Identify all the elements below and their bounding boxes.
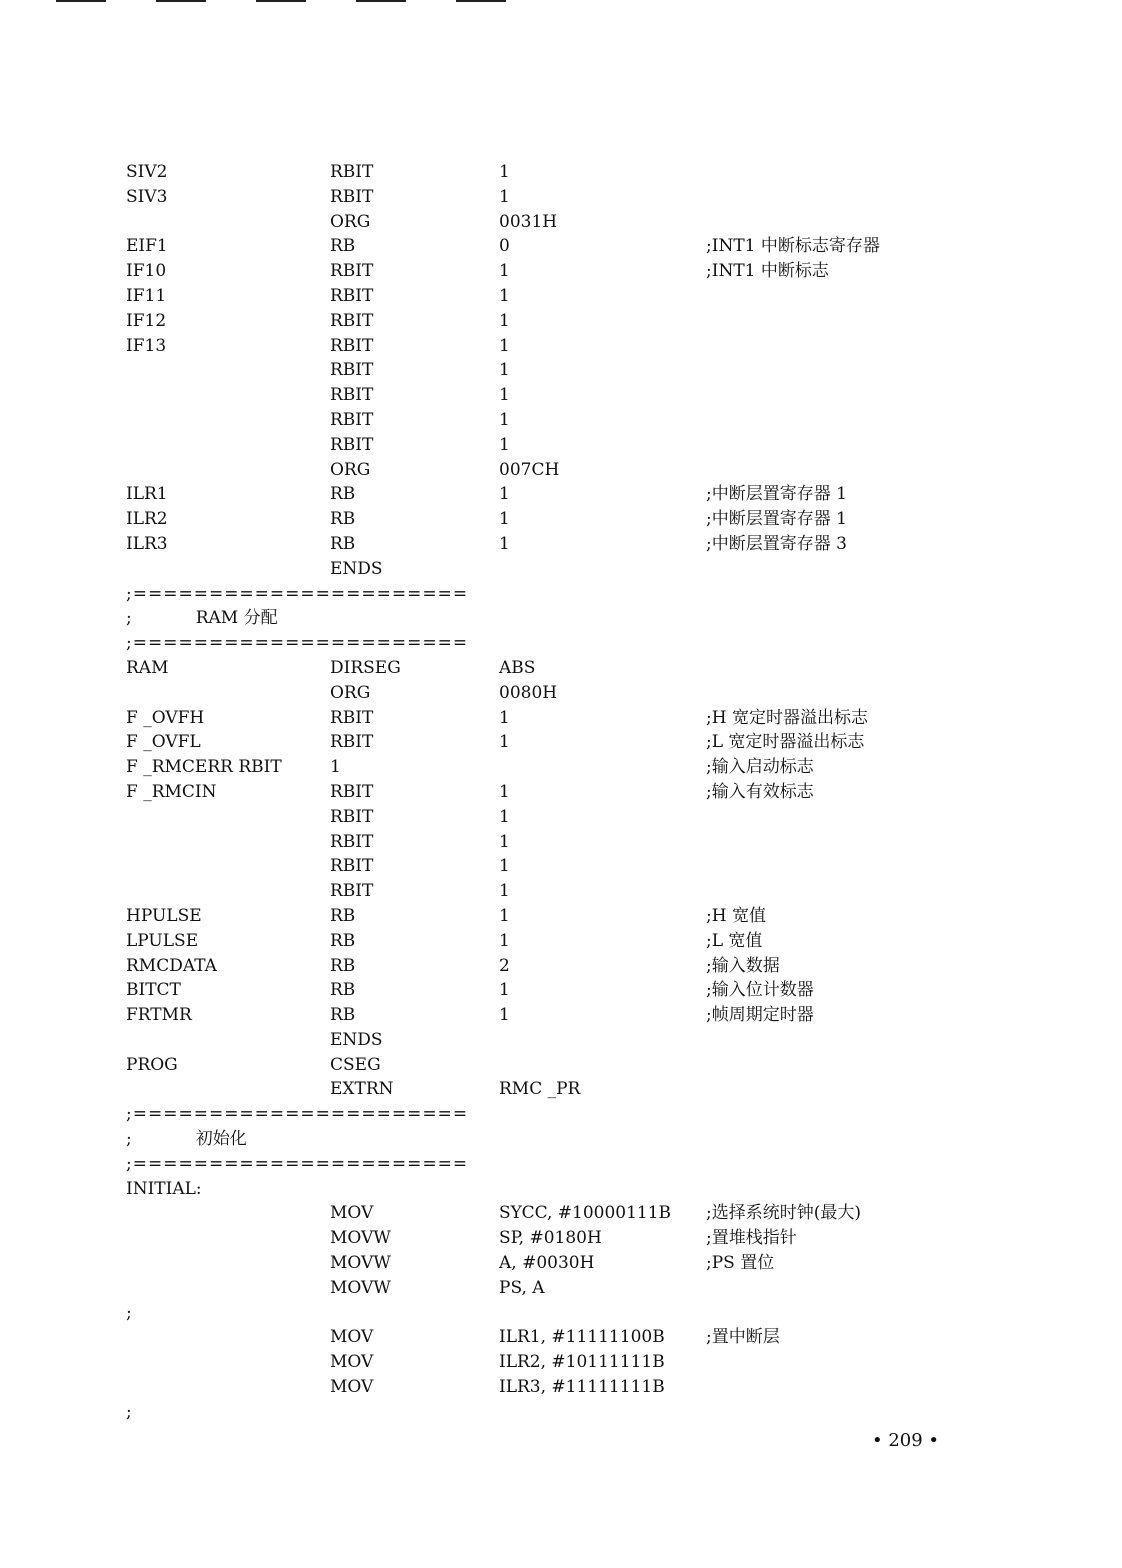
line-opcode: MOVW	[330, 1277, 391, 1298]
code-line	[0, 383, 1122, 408]
line-opcode: RB	[330, 980, 356, 1001]
line-comment: ;输入位计数器	[706, 980, 814, 1001]
line-opcode: CSEG	[330, 1054, 381, 1075]
line-operand: 1	[499, 930, 510, 951]
code-line	[0, 1276, 1122, 1301]
code-line	[0, 1375, 1122, 1400]
line-comment: ;中断层置寄存器 1	[706, 484, 847, 505]
code-line	[0, 978, 1122, 1003]
code-line	[0, 1053, 1122, 1078]
line-label: BITCT	[126, 980, 181, 1001]
code-line	[0, 954, 1122, 979]
separator-line	[0, 1102, 1122, 1127]
line-opcode: ENDS	[330, 558, 383, 579]
line-label: HPULSE	[126, 905, 202, 926]
line-label: ILR1	[126, 484, 168, 505]
line-operand: RMC _PR	[499, 1079, 581, 1100]
line-label: INITIAL:	[126, 1178, 202, 1199]
line-operand: 1	[499, 1005, 510, 1026]
code-line	[0, 1201, 1122, 1226]
line-operand: 1	[499, 261, 510, 282]
section-title: RAM 分配	[195, 608, 278, 629]
section-title: 初始化	[195, 1129, 247, 1150]
top-rule	[356, 0, 406, 2]
code-line	[0, 1301, 1122, 1326]
line-opcode: EXTRN	[330, 1079, 394, 1100]
line-opcode: ORG	[330, 682, 371, 703]
line-operand: 1	[499, 707, 510, 728]
separator-line	[0, 1152, 1122, 1177]
line-comment: ;PS 置位	[706, 1253, 775, 1274]
section-heading	[126, 606, 278, 631]
assembly-listing	[0, 160, 1122, 1425]
line-operand: 1	[499, 781, 510, 802]
top-rule	[456, 0, 506, 2]
page-number: • 209 •	[872, 1430, 940, 1451]
line-opcode: RBIT	[330, 186, 374, 207]
line-operand: 1	[499, 905, 510, 926]
line-opcode: MOV	[330, 1377, 374, 1398]
line-label: EIF1	[126, 236, 168, 257]
line-comment: ;L 宽值	[706, 930, 763, 951]
section-heading-line	[0, 606, 1122, 631]
code-line	[0, 706, 1122, 731]
line-operand: 1	[499, 484, 510, 505]
line-operand: ABS	[499, 657, 536, 678]
line-operand: 1	[499, 310, 510, 331]
line-opcode: RBIT	[330, 781, 374, 802]
line-operand: 1	[499, 186, 510, 207]
line-comment: ;置中断层	[706, 1327, 780, 1348]
line-operand: 1	[499, 162, 510, 182]
code-line	[0, 185, 1122, 210]
line-opcode: RBIT	[330, 881, 374, 902]
line-operand: 1	[499, 285, 510, 306]
section-heading-line	[0, 1127, 1122, 1152]
separator-line	[0, 631, 1122, 656]
line-label: PROG	[126, 1054, 178, 1075]
line-opcode: 1	[330, 757, 341, 778]
code-line	[0, 1251, 1122, 1276]
line-operand: 1	[499, 980, 510, 1001]
line-operand: 007CH	[499, 459, 560, 480]
line-opcode: ORG	[330, 459, 371, 480]
line-comment: ;置堆栈指针	[706, 1228, 797, 1249]
top-rule	[56, 0, 106, 2]
line-operand: 2	[499, 955, 510, 976]
separator-text: ;======================	[126, 1104, 469, 1125]
line-operand: 0	[499, 236, 510, 257]
code-line	[0, 730, 1122, 755]
line-comment: ;选择系统时钟(最大)	[706, 1203, 861, 1224]
line-opcode: RBIT	[330, 434, 374, 455]
line-label: F _OVFH	[126, 707, 205, 728]
line-label: ILR3	[126, 533, 168, 554]
code-line	[0, 755, 1122, 780]
line-operand: 1	[499, 533, 510, 554]
line-operand: 1	[499, 385, 510, 406]
section-prefix: ;	[126, 608, 132, 629]
line-opcode: RBIT	[330, 856, 374, 877]
separator-text: ;======================	[126, 583, 469, 604]
line-comment: ;中断层置寄存器 3	[706, 533, 847, 554]
code-line	[0, 210, 1122, 235]
code-line	[0, 507, 1122, 532]
line-operand: 1	[499, 806, 510, 827]
top-rule	[156, 0, 206, 2]
line-label: SIV2	[126, 162, 168, 182]
line-operand: 1	[499, 409, 510, 430]
line-opcode: MOV	[330, 1203, 374, 1224]
line-opcode: RB	[330, 509, 356, 530]
code-line	[0, 1350, 1122, 1375]
code-line	[0, 532, 1122, 557]
top-rules	[0, 0, 1122, 6]
line-operand: PS, A	[499, 1277, 545, 1298]
line-label: IF12	[126, 310, 167, 331]
line-label: ;	[126, 1302, 132, 1323]
code-line	[0, 830, 1122, 855]
line-comment: ;H 宽值	[706, 905, 766, 926]
code-line	[0, 879, 1122, 904]
code-line	[0, 1177, 1122, 1202]
line-comment: ;帧周期定时器	[706, 1005, 814, 1026]
code-line	[0, 1226, 1122, 1251]
code-line	[0, 1077, 1122, 1102]
code-line	[0, 1400, 1122, 1425]
section-heading	[126, 1127, 247, 1152]
line-operand: SP, #0180H	[499, 1228, 602, 1249]
line-operand: 1	[499, 434, 510, 455]
line-opcode: ENDS	[330, 1029, 383, 1050]
code-line	[0, 433, 1122, 458]
line-label: IF10	[126, 261, 167, 282]
code-line	[0, 284, 1122, 309]
code-line	[0, 656, 1122, 681]
line-label: F _RMCIN	[126, 781, 217, 802]
line-opcode: RBIT	[330, 335, 374, 356]
line-operand: A, #0030H	[499, 1253, 595, 1274]
code-line	[0, 334, 1122, 359]
line-opcode: RBIT	[330, 385, 374, 406]
line-comment: ;INT1 中断标志	[706, 261, 829, 282]
line-label: LPULSE	[126, 930, 199, 951]
line-opcode: RB	[330, 930, 356, 951]
code-line	[0, 358, 1122, 383]
line-label: RMCDATA	[126, 955, 217, 976]
line-operand: 1	[499, 360, 510, 381]
line-opcode: RBIT	[330, 409, 374, 430]
line-label: ILR2	[126, 509, 168, 530]
code-line	[0, 929, 1122, 954]
code-line	[0, 408, 1122, 433]
line-comment: ;输入启动标志	[706, 757, 814, 778]
line-opcode: RBIT	[330, 360, 374, 381]
line-opcode: DIRSEG	[330, 657, 401, 678]
section-prefix: ;	[126, 1129, 132, 1150]
code-line	[0, 681, 1122, 706]
line-operand: 0080H	[499, 682, 558, 703]
line-opcode: MOV	[330, 1352, 374, 1373]
line-opcode: RB	[330, 236, 356, 257]
line-label: IF13	[126, 335, 167, 356]
code-line	[0, 1325, 1122, 1350]
line-operand: SYCC, #10000111B	[499, 1203, 672, 1224]
line-comment: ;输入有效标志	[706, 781, 814, 802]
line-label: ;	[126, 1401, 132, 1422]
code-line	[0, 557, 1122, 582]
line-opcode: RBIT	[330, 806, 374, 827]
line-comment: ;输入数据	[706, 955, 780, 976]
line-label: SIV3	[126, 186, 168, 207]
line-opcode: RB	[330, 484, 356, 505]
line-operand: 1	[499, 831, 510, 852]
separator-text: ;======================	[126, 1153, 469, 1174]
code-line	[0, 309, 1122, 334]
line-comment: ;H 宽定时器溢出标志	[706, 707, 868, 728]
line-operand: 1	[499, 509, 510, 530]
line-operand: ILR2, #10111111B	[499, 1352, 665, 1373]
line-opcode: RB	[330, 955, 356, 976]
code-line	[0, 805, 1122, 830]
line-opcode: MOVW	[330, 1253, 391, 1274]
line-opcode: RBIT	[330, 261, 374, 282]
line-operand: 1	[499, 881, 510, 902]
line-opcode: RB	[330, 905, 356, 926]
code-line	[0, 160, 1122, 185]
line-opcode: RBIT	[330, 707, 374, 728]
line-operand: 0031H	[499, 211, 558, 232]
line-opcode: RB	[330, 533, 356, 554]
code-line	[0, 904, 1122, 929]
line-opcode: RBIT	[330, 162, 374, 182]
line-operand: ILR1, #11111100B	[499, 1327, 665, 1348]
code-line	[0, 234, 1122, 259]
line-comment: ;中断层置寄存器 1	[706, 509, 847, 530]
line-opcode: MOVW	[330, 1228, 391, 1249]
line-opcode: RB	[330, 1005, 356, 1026]
line-label: RAM	[126, 657, 169, 678]
line-operand: ILR3, #11111111B	[499, 1377, 665, 1398]
line-opcode: RBIT	[330, 310, 374, 331]
line-comment: ;L 宽定时器溢出标志	[706, 732, 865, 753]
line-opcode: RBIT	[330, 732, 374, 753]
line-label: F _RMCERR RBIT	[126, 757, 282, 778]
code-line	[0, 854, 1122, 879]
line-label: FRTMR	[126, 1005, 192, 1026]
line-opcode: RBIT	[330, 285, 374, 306]
line-label: IF11	[126, 285, 167, 306]
line-opcode: RBIT	[330, 831, 374, 852]
line-label: F _OVFL	[126, 732, 201, 753]
code-line	[0, 1003, 1122, 1028]
separator-line	[0, 582, 1122, 607]
top-rule	[256, 0, 306, 2]
code-line	[0, 458, 1122, 483]
line-operand: 1	[499, 856, 510, 877]
line-opcode: MOV	[330, 1327, 374, 1348]
code-line	[0, 1028, 1122, 1053]
code-line	[0, 482, 1122, 507]
code-line	[0, 259, 1122, 284]
separator-text: ;======================	[126, 633, 469, 654]
line-comment: ;INT1 中断标志寄存器	[706, 236, 880, 257]
line-operand: 1	[499, 732, 510, 753]
line-operand: 1	[499, 335, 510, 356]
code-line	[0, 780, 1122, 805]
line-opcode: ORG	[330, 211, 371, 232]
